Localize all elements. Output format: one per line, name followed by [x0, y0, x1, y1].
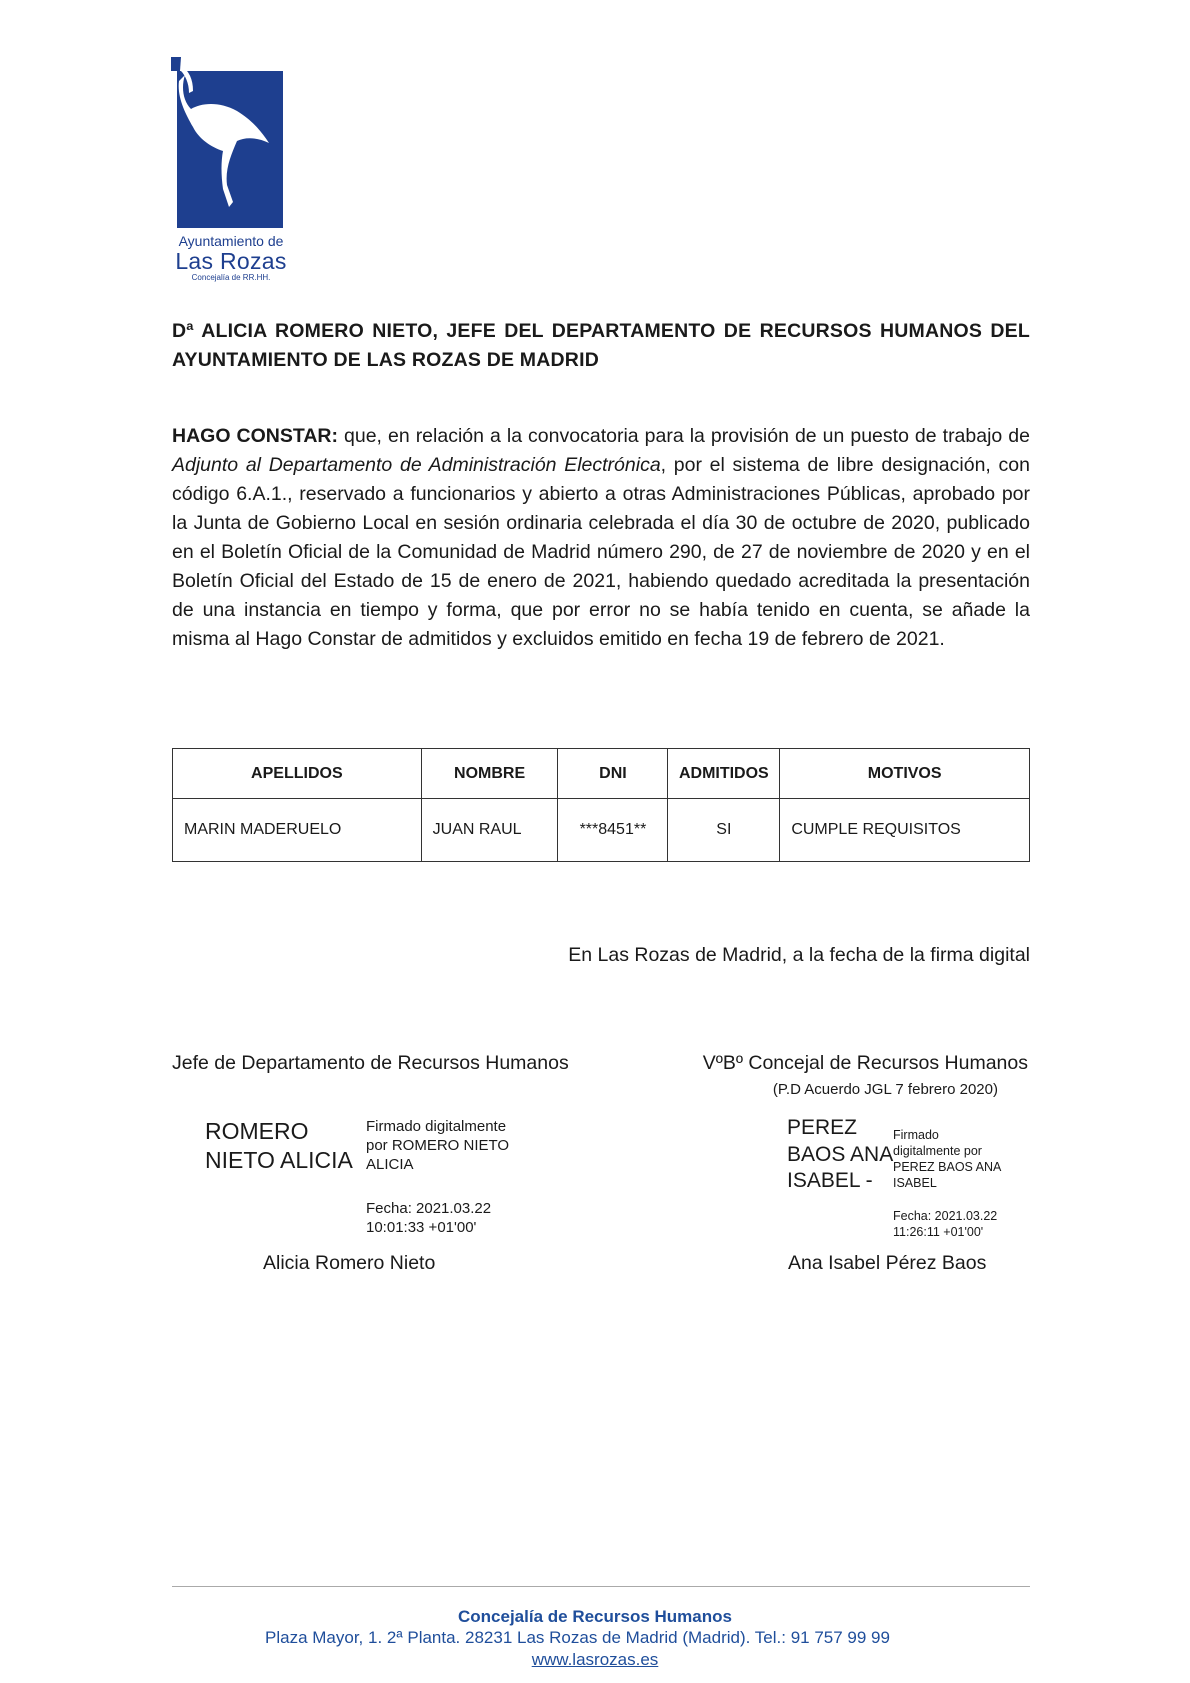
right-meta-line-3: PEREZ BAOS ANA [893, 1160, 1002, 1174]
left-signer-role: Jefe de Departamento de Recursos Humanos [172, 1052, 569, 1074]
logo-line-2: Las Rozas [175, 248, 287, 274]
right-signer-delegation: (P.D Acuerdo JGL 7 febrero 2020) [772, 1081, 998, 1098]
footer-website-link[interactable]: www.lasrozas.es [531, 1650, 659, 1669]
right-signature-meta [893, 1127, 1003, 1191]
logo-line-3: Concejalía de RR.HH. [191, 273, 271, 282]
document-heading: Dª ALICIA ROMERO NIETO, JEFE DEL DEPARTAMENTO DE RECURSOS HUMANOS DEL AYUNTAMIENTO DE LAS ROZAS DE MADRID [172, 320, 1030, 371]
left-date-line-1: Fecha: 2021.03.22 [366, 1200, 492, 1217]
footer-divider [172, 1586, 1030, 1587]
right-signature-name-line-3: ISABEL - [787, 1169, 873, 1192]
cell-admitidos: SI [668, 799, 780, 862]
left-signature-name [205, 1117, 353, 1175]
left-signature-name-line-1: ROMERO [205, 1118, 309, 1144]
left-signature-name-line-2: NIETO ALICIA [205, 1147, 353, 1173]
admitted-table [172, 748, 1030, 862]
right-signature-name [787, 1115, 893, 1195]
logo-line-1: Ayuntamiento de [178, 233, 284, 249]
cell-nombre: JUAN RAUL [421, 799, 558, 862]
table-row [173, 799, 1030, 862]
right-signature-name-line-1: PEREZ [787, 1116, 858, 1139]
cell-dni: ***8451** [558, 799, 668, 862]
right-date-line-1: Fecha: 2021.03.22 [893, 1209, 998, 1223]
right-signer-role: VºBº Concejal de Recursos Humanos [702, 1052, 1028, 1074]
right-date-line-2: 11:26:11 +01'00' [893, 1225, 984, 1239]
right-meta-line-4: ISABEL [893, 1176, 937, 1190]
ayuntamiento-logo [171, 57, 291, 282]
right-signature-date [893, 1208, 997, 1240]
cell-motivos: CUMPLE REQUISITOS [780, 799, 1030, 862]
left-meta-line-1: Firmado digitalmente [366, 1118, 507, 1135]
footer-address: Plaza Mayor, 1. 2ª Planta. 28231 Las Rozas de Madrid (Madrid). Tel.: 91 757 99 99 [265, 1628, 890, 1647]
header-nombre: NOMBRE [421, 749, 558, 799]
header-motivos: MOTIVOS [780, 749, 1030, 799]
right-meta-line-1: Firmado [893, 1128, 939, 1142]
left-signature-date [366, 1199, 491, 1237]
paragraph-part-1: que, en relación a la convocatoria para la provisión de un puesto de trabajo de [337, 425, 1030, 447]
right-signature-name-line-2: BAOS ANA [787, 1142, 894, 1166]
certification-paragraph [172, 422, 1030, 654]
header-apellidos: APELLIDOS [173, 749, 422, 799]
right-meta-line-2: digitalmente por [893, 1144, 982, 1158]
stork-emblem-icon [171, 57, 291, 232]
left-signature-meta [366, 1117, 536, 1174]
table-header-row [173, 749, 1030, 799]
place-date: En Las Rozas de Madrid, a la fecha de la firma digital [568, 944, 1030, 966]
paragraph-part-2: , por el sistema de libre designación, con código 6.A.1., reservado a funcionarios y abierto a otras Administraciones Públicas, aprobado por la Junta de Gobierno Local en sesión ordinaria celebrada el día 30 de octubre de 2020, publicado en el Boletín Oficial de la Comunidad de Madrid número 290, de 27 de noviembre de 2020 y en el Boletín Oficial del Estado de 15 de enero de 2021, habiendo quedado acreditada la presentación de una instancia en tiempo y forma, que por error no se había tenido en cuenta, se añade la misma al Hago Constar de admitidos y excluidos emitido en fecha 19 de febrero de 2021. [172, 454, 1030, 650]
header-dni: DNI [558, 749, 668, 799]
cell-apellidos: MARIN MADERUELO [173, 799, 422, 862]
left-meta-line-2: por ROMERO NIETO [366, 1137, 510, 1154]
hago-constar-label: HAGO CONSTAR: [172, 425, 338, 447]
left-date-line-2: 10:01:33 +01'00' [366, 1219, 477, 1236]
right-signer-name: Ana Isabel Pérez Baos [788, 1252, 987, 1274]
left-signer-name: Alicia Romero Nieto [263, 1252, 436, 1274]
header-admitidos: ADMITIDOS [668, 749, 780, 799]
job-title: Adjunto al Departamento de Administración Electrónica [172, 454, 661, 476]
footer-title: Concejalía de Recursos Humanos [458, 1607, 732, 1626]
left-meta-line-3: ALICIA [366, 1156, 414, 1173]
